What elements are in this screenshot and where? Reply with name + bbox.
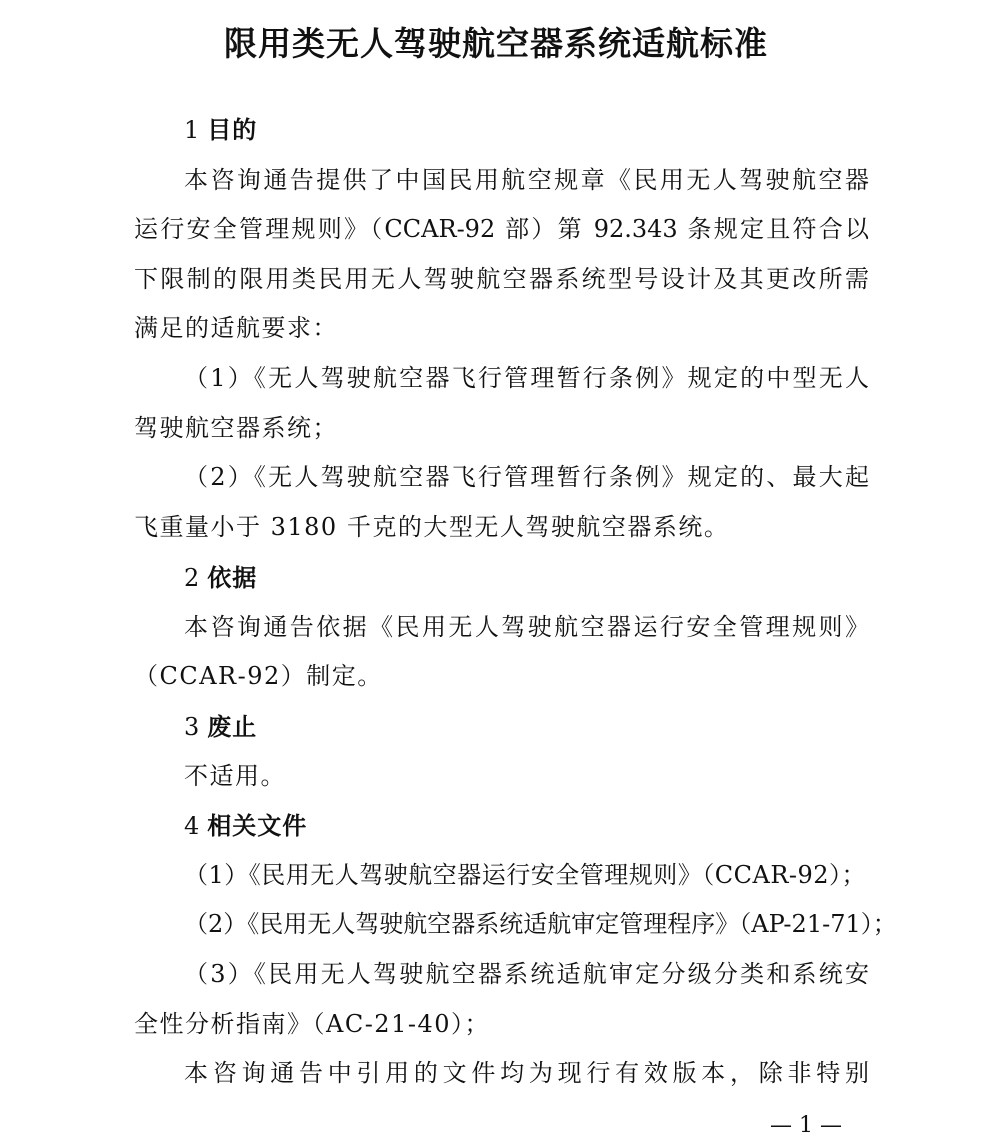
- list-item-line: （2）《民用无人驾驶航空器系统适航审定管理程序》（AP-21-71）；: [184, 910, 897, 938]
- paragraph-line: 本咨询通告提供了中国民用航空规章《民用无人驾驶航空器: [184, 166, 869, 194]
- document-title: 限用类无人驾驶航空器系统适航标准: [224, 24, 768, 63]
- list-item-line: （2）《无人驾驶航空器飞行管理暂行条例》规定的、最大起: [184, 463, 869, 491]
- list-item-line: （3）《民用无人驾驶航空器系统适航审定分级分类和系统安: [184, 960, 869, 988]
- section-number: 1: [184, 116, 200, 144]
- paragraph-line: 运行安全管理规则》（CCAR-92 部）第 92.343 条规定且符合以: [134, 215, 869, 243]
- list-item-line: 驾驶航空器系统；: [134, 414, 338, 442]
- paragraph-line: 下限制的限用类民用无人驾驶航空器系统型号设计及其更改所需: [134, 265, 869, 293]
- list-item-line: （1）《无人驾驶航空器飞行管理暂行条例》规定的中型无人: [184, 364, 869, 392]
- section-number: 2: [184, 564, 200, 592]
- section-number: 4: [184, 812, 200, 840]
- list-item-line: 全性分析指南》（AC-21-40）；: [134, 1010, 490, 1038]
- section-title: 目的: [207, 116, 258, 144]
- paragraph-line: 本咨询通告依据《民用无人驾驶航空器运行安全管理规则》: [184, 613, 869, 641]
- section-title: 依据: [207, 564, 258, 592]
- paragraph-line: （CCAR-92）制定。: [134, 662, 383, 690]
- section-number: 3: [184, 713, 200, 741]
- section-heading-3: [184, 710, 257, 744]
- section-heading-1: [184, 113, 257, 147]
- section-heading-4: [184, 809, 307, 843]
- paragraph-line: 满足的适航要求：: [134, 314, 338, 342]
- paragraph-line: 不适用。: [184, 762, 286, 790]
- section-title: 相关文件: [207, 812, 308, 840]
- section-title: 废止: [207, 713, 258, 741]
- paragraph-line: 本咨询通告中引用的文件均为现行有效版本，除非特别: [184, 1059, 869, 1087]
- list-item-line: 飞重量小于 3180 千克的大型无人驾驶航空器系统。: [134, 513, 730, 541]
- page-number: — 1 —: [770, 1113, 842, 1138]
- list-item-line: （1）《民用无人驾驶航空器运行安全管理规则》（CCAR-92）；: [184, 861, 867, 889]
- section-heading-2: [184, 561, 257, 595]
